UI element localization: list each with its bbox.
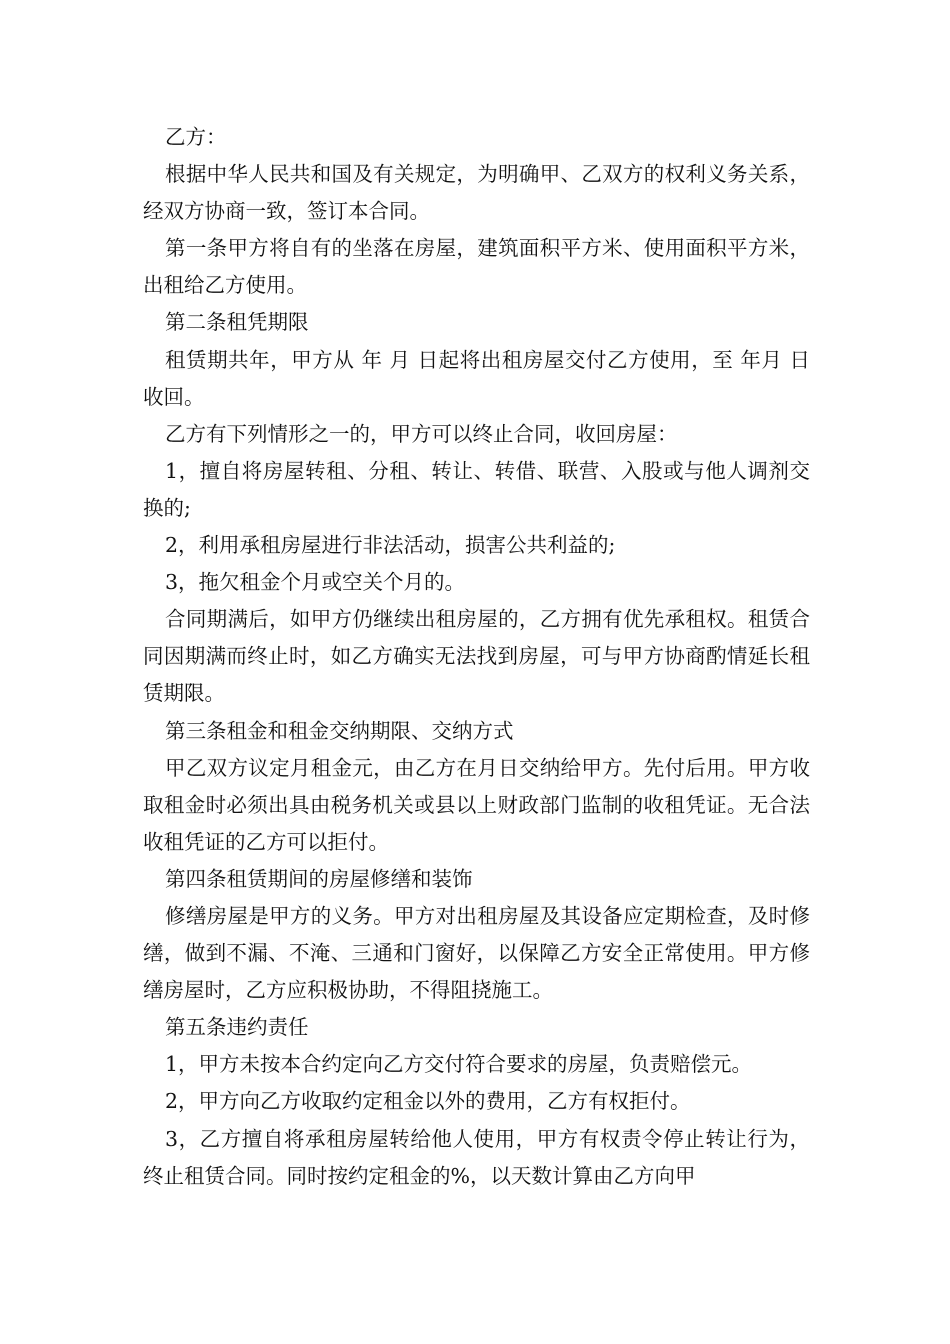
repair-paragraph: 修缮房屋是甲方的义务。甲方对出租房屋及其设备应定期检查，及时修缮，做到不漏、不淹、三通和门窗好，以保障乙方安全正常使用。甲方修缮房屋时，乙方应积极协助，不得阻挠施工。 bbox=[143, 903, 810, 1003]
preamble-paragraph: 根据中华人民共和国及有关规定，为明确甲、乙双方的权利义务关系，经双方协商一致，签订本合同。 bbox=[143, 162, 810, 224]
termination-item-2: 2，利用承租房屋进行非法活动，损害公共利益的; bbox=[165, 533, 616, 558]
liability-item-2: 2，甲方向乙方收取约定租金以外的费用，乙方有权拒付。 bbox=[165, 1089, 691, 1114]
article-5-heading: 第五条违约责任 bbox=[165, 1015, 309, 1040]
article-1-paragraph: 第一条甲方将自有的坐落在房屋，建筑面积平方米、使用面积平方米，出租给乙方使用。 bbox=[143, 236, 810, 298]
rent-paragraph: 甲乙双方议定月租金元，由乙方在月日交纳给甲方。先付后用。甲方收取租金时必须出具由税务机关或县以上财政部门监制的收租凭证。无合法收租凭证的乙方可以拒付。 bbox=[143, 755, 810, 854]
renewal-paragraph: 合同期满后，如甲方仍继续出租房屋的，乙方拥有优先承租权。租赁合同因期满而终止时，如乙方确实无法找到房屋，可与甲方协商酌情延长租赁期限。 bbox=[143, 607, 810, 706]
termination-intro-paragraph: 乙方有下列情形之一的，甲方可以终止合同，收回房屋： bbox=[165, 421, 678, 446]
article-3-heading: 第三条租金和租金交纳期限、交纳方式 bbox=[165, 718, 514, 743]
party-b-line: 乙方： bbox=[165, 125, 227, 149]
article-4-heading: 第四条租赁期间的房屋修缮和装饰 bbox=[165, 866, 473, 891]
liability-item-1: 1，甲方未按本合约定向乙方交付符合要求的房屋，负责赔偿元。 bbox=[165, 1052, 753, 1077]
liability-item-3: 3，乙方擅自将承租房屋转给他人使用，甲方有权责令停止转让行为，终止租赁合同。同时按约定租金的%，以天数计算由乙方向甲 bbox=[143, 1126, 810, 1188]
document-body bbox=[143, 119, 810, 1195]
termination-item-3: 3，拖欠租金个月或空关个月的。 bbox=[165, 570, 466, 595]
termination-item-1: 1，擅自将房屋转租、分租、转让、转借、联营、入股或与他人调剂交换的; bbox=[143, 458, 810, 520]
article-2-heading: 第二条租凭期限 bbox=[165, 310, 309, 335]
lease-term-paragraph: 租赁期共年，甲方从 年 月 日起将出租房屋交付乙方使用，至 年月 日收回。 bbox=[143, 347, 810, 409]
